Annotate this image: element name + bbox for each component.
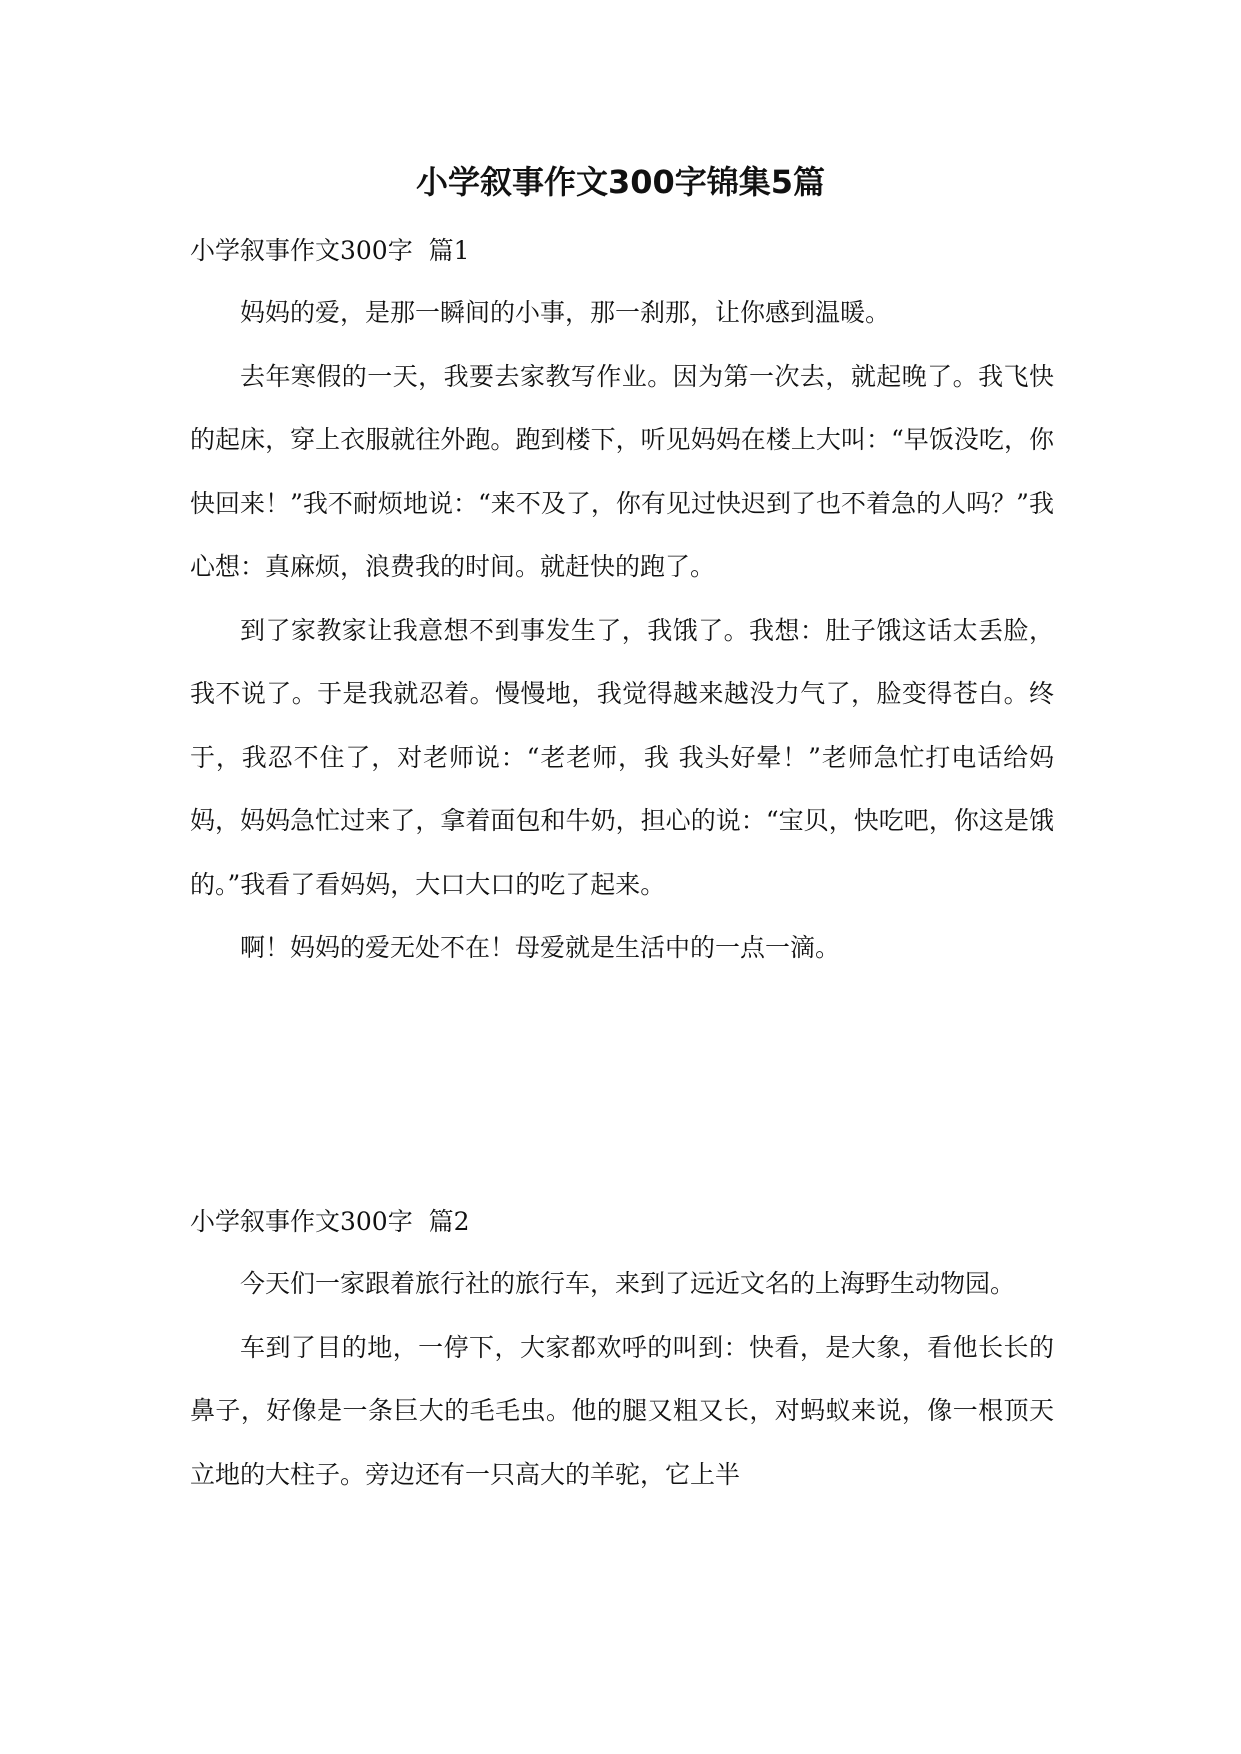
paragraph: 去年寒假的一天，我要去家教写作业。因为第一次去，就起晚了。我飞快的起床，穿上衣服就往外跑。跑到楼下，听见妈妈在楼上大叫：“早饭没吃，你快回来！”我不耐烦地说：“来不及了，你有见过快迟到了也不着急的人吗？”我心想：真麻烦，浪费我的时间。就赶快的跑了。 — [190, 361, 1054, 581]
paragraph: 到了家教家让我意想不到事发生了，我饿了。我想：肚子饿这话太丢脸，我不说了。于是我就忍着。慢慢地，我觉得越来越没力气了，脸变得苍白。终于，我忍不住了，对老师说：“老老师，我 我头好晕！”老师急忙打电话给妈妈，妈妈急忙过来了，拿着面包和牛奶，担心的说：“宝贝，快吃吧，你这是饿的。”我看了看妈妈，大口大口的吃了起来。 — [190, 615, 1054, 899]
paragraph: 车到了目的地，一停下，大家都欢呼的叫到：快看，是大象，看他长长的鼻子，好像是一条巨大的毛毛虫。他的腿又粗又长，对蚂蚁来说，像一根顶天立地的大柱子。旁边还有一只高大的羊驼，它上半 — [190, 1332, 1054, 1489]
essay-section-1 — [190, 221, 1054, 980]
document-title: 小学叙事作文300字锦集5篇 — [415, 163, 826, 201]
paragraph: 妈妈的爱，是那一瞬间的小事，那一刹那，让你感到温暖。 — [240, 298, 891, 327]
paragraph: 今天们一家跟着旅行社的旅行车，来到了远近文名的上海野生动物园。 — [240, 1269, 1016, 1298]
paragraph: 啊！妈妈的爱无处不在！母爱就是生活中的一点一滴。 — [240, 933, 841, 962]
section-heading: 小学叙事作文300字 篇2 — [190, 1207, 470, 1236]
essay-section-2 — [190, 1192, 1054, 1506]
section-heading: 小学叙事作文300字 篇1 — [190, 236, 470, 265]
